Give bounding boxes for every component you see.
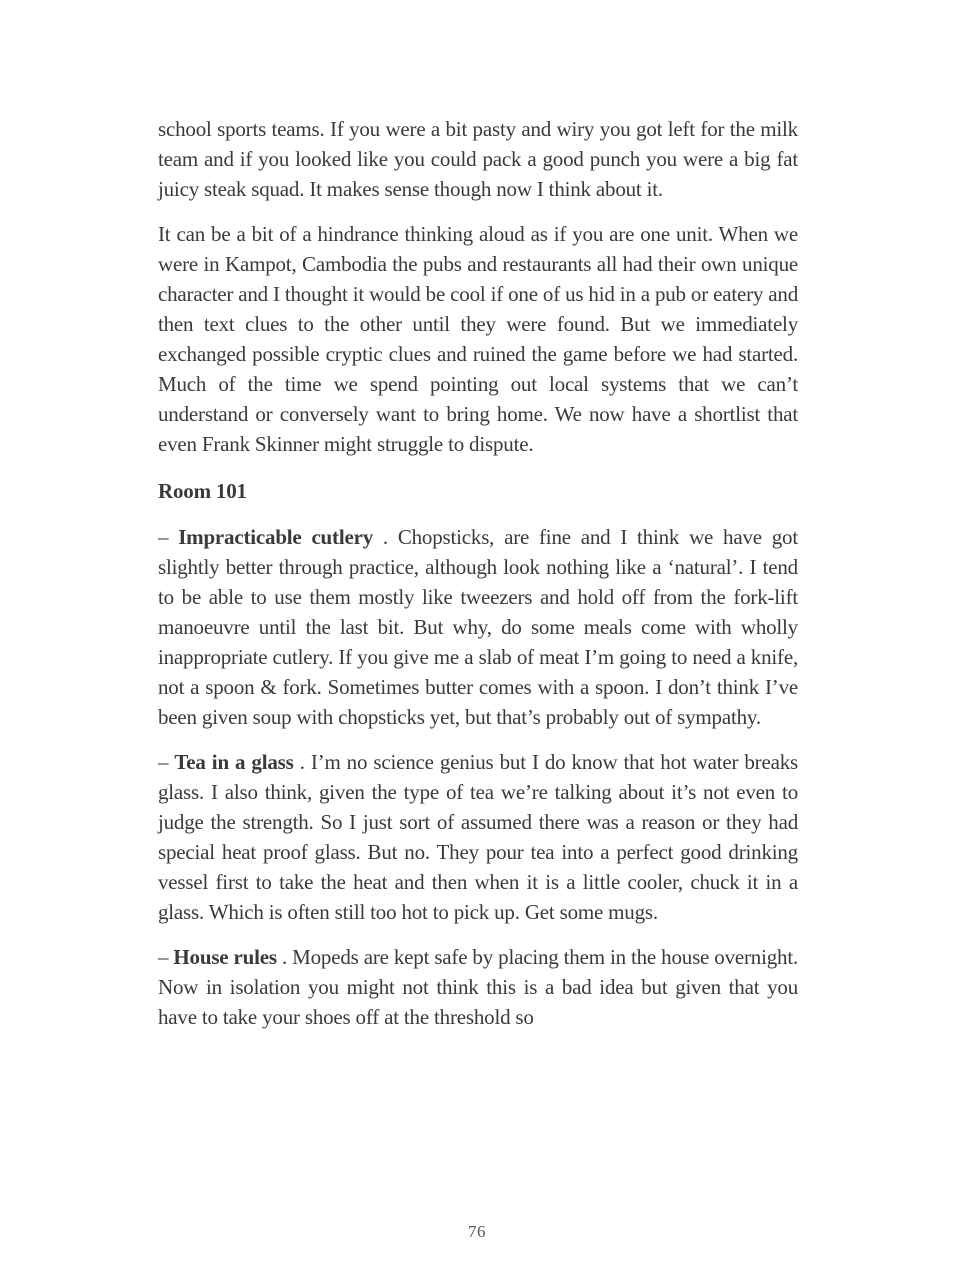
paragraph-kampot: It can be a bit of a hindrance thinking aloud as if you are one unit. When we were in Kampot, Cambodia the pubs and restaurants all had their own unique character and I thought it would be cool if one of us hid in a pub or eatery and then text clues to the other until they were found. But we immediately exchanged possible cryptic clues and ruined the game before we had started. Much of the time we spend pointing out local systems that we can’t understand or conversely want to bring home. We now have a shortlist that even Frank Skinner might struggle to dispute. [158,222,798,456]
dash-prefix: – [158,750,175,774]
dash-prefix: – [158,945,174,969]
item-term: Tea in a glass [174,750,294,774]
list-item-tea-in-a-glass [158,747,798,927]
page-number: 76 [468,1222,486,1241]
document-page [158,114,798,1047]
paragraph-sports-teams: school sports teams. If you were a bit pasty and wiry you got left for the milk team and if you looked like you could pack a good punch you were a big fat juicy steak squad. It makes sense though now I think about it. [158,117,798,201]
section-heading-room-101: Room 101 [158,479,247,503]
item-term: Impracticable cutlery [178,525,374,549]
list-item-house-rules [158,942,798,1032]
list-item-impracticable-cutlery [158,522,798,732]
item-text: . Chopsticks, are fine and I think we have got slightly better through practice, although look nothing like a ‘natural’. I tend to be able to use them mostly like tweezers and hold off from the fork-lift manoeuvre until the last bit. But why, do some meals come with wholly inappropriate cutlery. If you give me a slab of meat I’m going to need a knife, not a spoon & fork. Sometimes butter comes with a spoon. I don’t think I’ve been given soup with chopsticks yet, but that’s probably out of sympathy. [158,525,798,729]
item-term: House rules [173,945,277,969]
item-text: . I’m no science genius but I do know that hot water breaks glass. I also think, given the type of tea we’re talking about it’s not even to judge the strength. So I just sort of assumed there was a reason or they had special heat proof glass. But no. They pour tea into a perfect good drinking vessel first to take the heat and then when it is a little cooler, chuck it in a glass. Which is often still too hot to pick up. Get some mugs. [158,750,798,924]
dash-prefix: – [158,525,179,549]
item-text: . Mopeds are kept safe by placing them in the house overnight. Now in isolation you might not think this is a bad idea but given that you have to take your shoes off at the threshold so [158,945,799,1029]
